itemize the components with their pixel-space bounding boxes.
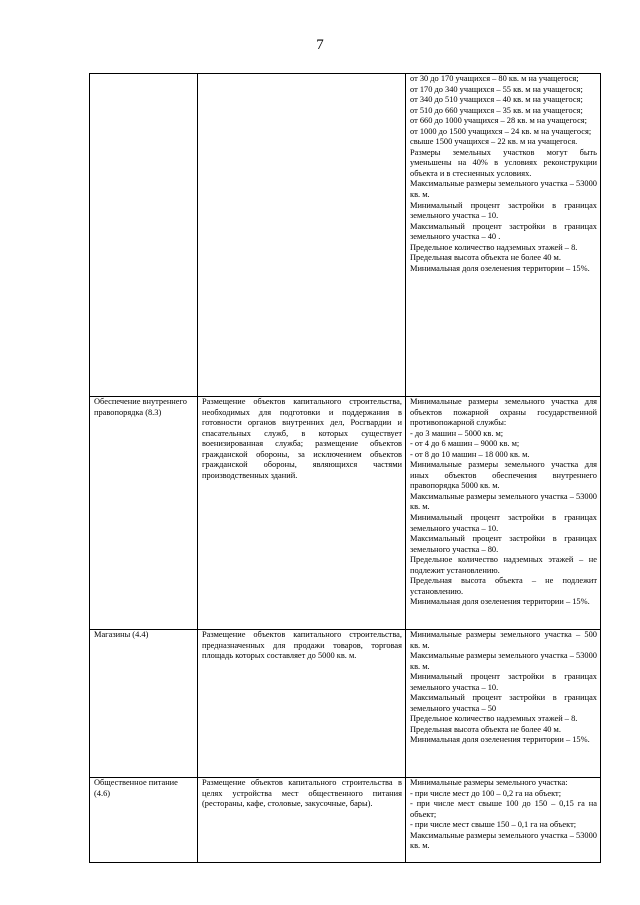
parameter-line: - при числе мест до 100 – 0,2 га на объект;: [410, 788, 562, 798]
parameter-line: Максимальный процент застройки в границах земельного участка – 80.: [410, 534, 597, 554]
parameter-line: Максимальные размеры земельного участка – 53000 кв. м.: [410, 179, 597, 200]
parameter-line: Максимальные размеры земельного участка – 53000 кв. м.: [410, 830, 597, 851]
parameter-line: Максимальные размеры земельного участка – 53000 кв. м.: [410, 651, 597, 671]
parameter-line: Предельная высота объекта – не подлежит установлению.: [410, 576, 597, 596]
parameters-cell: [406, 630, 601, 778]
parameter-line: - от 8 до 10 машин – 18 000 кв. м.: [410, 449, 530, 459]
parameter-line: Минимальные размеры земельного участка для иных объектов обеспечения внутреннего правопорядка 5000 кв. м.: [410, 460, 597, 491]
parameter-line: Предельная высота объекта не более 40 м.: [410, 253, 561, 263]
description-cell: [198, 397, 406, 630]
table-row: [90, 397, 601, 630]
parameter-line: - при числе мест свыше 150 – 0,1 га на объект;: [410, 820, 577, 830]
use-type-description: Размещение объектов капитального строительства в целях устройства мест общественного питания (рестораны, кафе, столовые, закусочные, бары).: [202, 778, 402, 809]
parameters-cell: [406, 397, 601, 630]
parameter-line: Предельное количество надземных этажей – 8.: [410, 714, 578, 724]
use-type-cell: [90, 397, 198, 630]
parameter-line: Минимальные размеры земельного участка:: [410, 778, 568, 787]
description-cell: [198, 74, 406, 397]
use-type-description: Размещение объектов капитального строительства, необходимых для подготовки и поддержания в готовности органов внутренних дел, Росгвардии и спасательных служб, в которых существует военизированная служба; размещение объектов гражданской обороны, за исключением объектов гражданской обороны, являющихся частями производственных зданий.: [202, 397, 402, 480]
description-cell: [198, 778, 406, 863]
parameter-line: Минимальный процент застройки в границах земельного участка – 10.: [410, 672, 597, 692]
parameter-line: Минимальные размеры земельного участка для объектов пожарной охраны государственной противопожарной службы:: [410, 397, 597, 428]
parameter-line: от 30 до 170 учащихся – 80 кв. м на учащегося;: [410, 74, 579, 83]
use-type-name: Обеспечение внутреннего правопорядка (8.3): [94, 397, 187, 417]
use-type-name: Магазины (4.4): [94, 630, 149, 639]
zoning-regulations-table: [89, 73, 601, 863]
parameter-line: Минимальная доля озеленения территории – 15%.: [410, 735, 590, 745]
parameter-line: - до 3 машин – 5000 кв. м;: [410, 428, 504, 438]
use-type-cell: [90, 630, 198, 778]
parameter-line: от 1000 до 1500 учащихся – 24 кв. м на учащегося;: [410, 126, 592, 136]
parameter-line: свыше 1500 учащихся – 22 кв. м на учащегося.: [410, 137, 578, 147]
parameter-line: Минимальная доля озеленения территории – 15%.: [410, 597, 590, 607]
use-type-description: Размещение объектов капитального строительства, предназначенных для продажи товаров, торговая площадь которых составляет до 5000 кв. м.: [202, 630, 402, 661]
table-row: [90, 74, 601, 397]
parameter-line: Минимальный процент застройки в границах земельного участка – 10.: [410, 200, 597, 221]
parameter-line: Предельное количество надземных этажей – 8.: [410, 242, 578, 252]
parameter-line: Предельное количество надземных этажей – не подлежит установлению.: [410, 555, 597, 575]
description-cell: [198, 630, 406, 778]
parameter-line: от 510 до 660 учащихся – 35 кв. м на учащегося;: [410, 105, 583, 115]
parameter-line: Максимальный процент застройки в границах земельного участка – 50: [410, 693, 597, 713]
parameter-line: - при числе мест свыше 100 до 150 – 0,15 га на объект;: [410, 799, 597, 819]
use-type-name: Общественное питание (4.6): [94, 778, 178, 798]
parameter-line: Предельная высота объекта не более 40 м.: [410, 724, 561, 734]
use-type-cell: [90, 778, 198, 863]
page-number: 7: [316, 37, 324, 53]
parameter-line: Минимальный процент застройки в границах земельного участка – 10.: [410, 513, 597, 533]
parameter-line: - от 4 до 6 машин – 9000 кв. м;: [410, 439, 520, 449]
table-row: [90, 630, 601, 778]
table-row: [90, 778, 601, 863]
parameter-line: Минимальные размеры земельного участка – 500 кв. м.: [410, 630, 597, 650]
parameters-cell: [406, 74, 601, 397]
parameter-line: Размеры земельных участков могут быть уменьшены на 40% в условиях реконструкции объекта и в стесненных условиях.: [410, 147, 597, 178]
use-type-cell: [90, 74, 198, 397]
parameter-line: от 660 до 1000 учащихся – 28 кв. м на учащегося;: [410, 116, 587, 126]
parameter-line: от 340 до 510 учащихся – 40 кв. м на учащегося;: [410, 95, 583, 105]
parameter-line: Максимальные размеры земельного участка – 53000 кв. м.: [410, 491, 597, 512]
table-body: [90, 74, 601, 863]
parameter-line: Максимальный процент застройки в границах земельного участка – 40 .: [410, 221, 597, 242]
parameter-line: от 170 до 340 учащихся – 55 кв. м на учащегося;: [410, 84, 583, 94]
parameters-cell: [406, 778, 601, 863]
parameter-line: Минимальная доля озеленения территории – 15%.: [410, 263, 590, 273]
